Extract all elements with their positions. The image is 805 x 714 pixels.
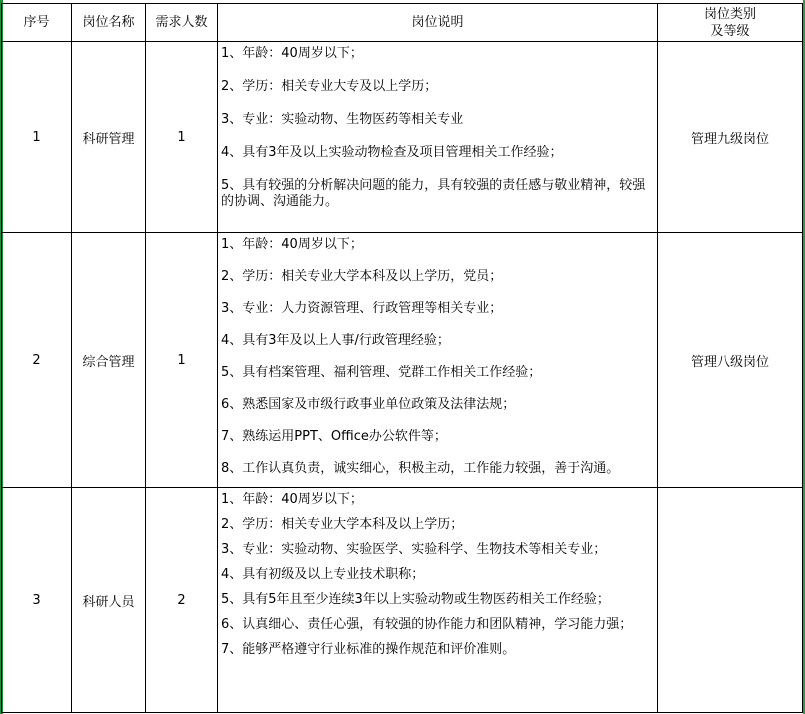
requirement-item: 3、专业：人力资源管理、行政管理等相关专业；: [221, 301, 503, 316]
grade-cell: [658, 488, 803, 713]
requirement-item: 5、具有5年且至少连续3年以上实验动物或生物医药相关工作经验；: [221, 592, 610, 607]
seq-cell: 2: [2, 233, 72, 488]
requirement-item: 3、专业：实验动物、实验医学、实验科学、生物技术等相关专业；: [221, 542, 607, 557]
requirement-item: 7、能够严格遵守行业标准的操作规范和评价准则。: [221, 642, 516, 657]
requirement-item: 1、年龄：40周岁以下；: [221, 237, 363, 252]
requirement-item: 2、学历：相关专业大学本科及以上学历，党员；: [221, 269, 503, 284]
count-cell: 2: [146, 488, 218, 713]
requirement-item: 1、年龄：40周岁以下；: [221, 46, 363, 61]
header-position: 岗位名称: [72, 4, 146, 42]
requirement-item: 2、学历：相关专业大专及以上学历；: [221, 79, 438, 94]
requirement-item: 6、熟悉国家及市级行政事业单位政策及法律法规；: [221, 397, 516, 412]
table-row: [2, 42, 803, 233]
table-row: [2, 488, 803, 713]
grade-cell: 管理九级岗位: [658, 42, 803, 233]
requirement-item: 4、具有3年及以上人事/行政管理经验；: [221, 333, 450, 348]
seq-cell: 1: [2, 42, 72, 233]
count-cell: 1: [146, 233, 218, 488]
header-row: [2, 4, 803, 42]
requirement-item: 5、具有较强的分析解决问题的能力，具有较强的责任感与敬业精神，较强的协调、沟通能力。: [221, 178, 646, 209]
position-name-cell: 综合管理: [72, 233, 146, 488]
requirements-cell: [218, 488, 658, 713]
grade-cell: 管理八级岗位: [658, 233, 803, 488]
position-name-cell: 科研管理: [72, 42, 146, 233]
table-row: [2, 233, 803, 488]
requirement-item: 4、具有初级及以上专业技术职称；: [221, 567, 425, 582]
header-category: 岗位类别 及等级: [658, 4, 803, 42]
seq-cell: 3: [2, 488, 72, 713]
requirement-item: 4、具有3年及以上实验动物检查及项目管理相关工作经验；: [221, 145, 563, 160]
header-description: 岗位说明: [218, 4, 658, 42]
job-table: [1, 3, 803, 713]
header-count: 需求人数: [146, 4, 218, 42]
requirement-item: 5、具有档案管理、福利管理、党群工作相关工作经验；: [221, 365, 542, 380]
requirement-item: 1、年龄：40周岁以下；: [221, 492, 363, 507]
requirements-cell: [218, 42, 658, 233]
requirement-item: 2、学历：相关专业大学本科及以上学历；: [221, 517, 464, 532]
requirement-item: 8、工作认真负责，诚实细心，积极主动，工作能力较强，善于沟通。: [221, 461, 620, 476]
requirement-item: 7、熟练运用PPT、Office办公软件等；: [221, 429, 447, 444]
position-name-cell: 科研人员: [72, 488, 146, 713]
requirements-cell: [218, 233, 658, 488]
count-cell: 1: [146, 42, 218, 233]
header-seq: 序号: [2, 4, 72, 42]
requirement-item: 6、认真细心、责任心强，有较强的协作能力和团队精神，学习能力强；: [221, 617, 633, 632]
requirement-item: 3、专业：实验动物、生物医药等相关专业: [221, 112, 464, 127]
